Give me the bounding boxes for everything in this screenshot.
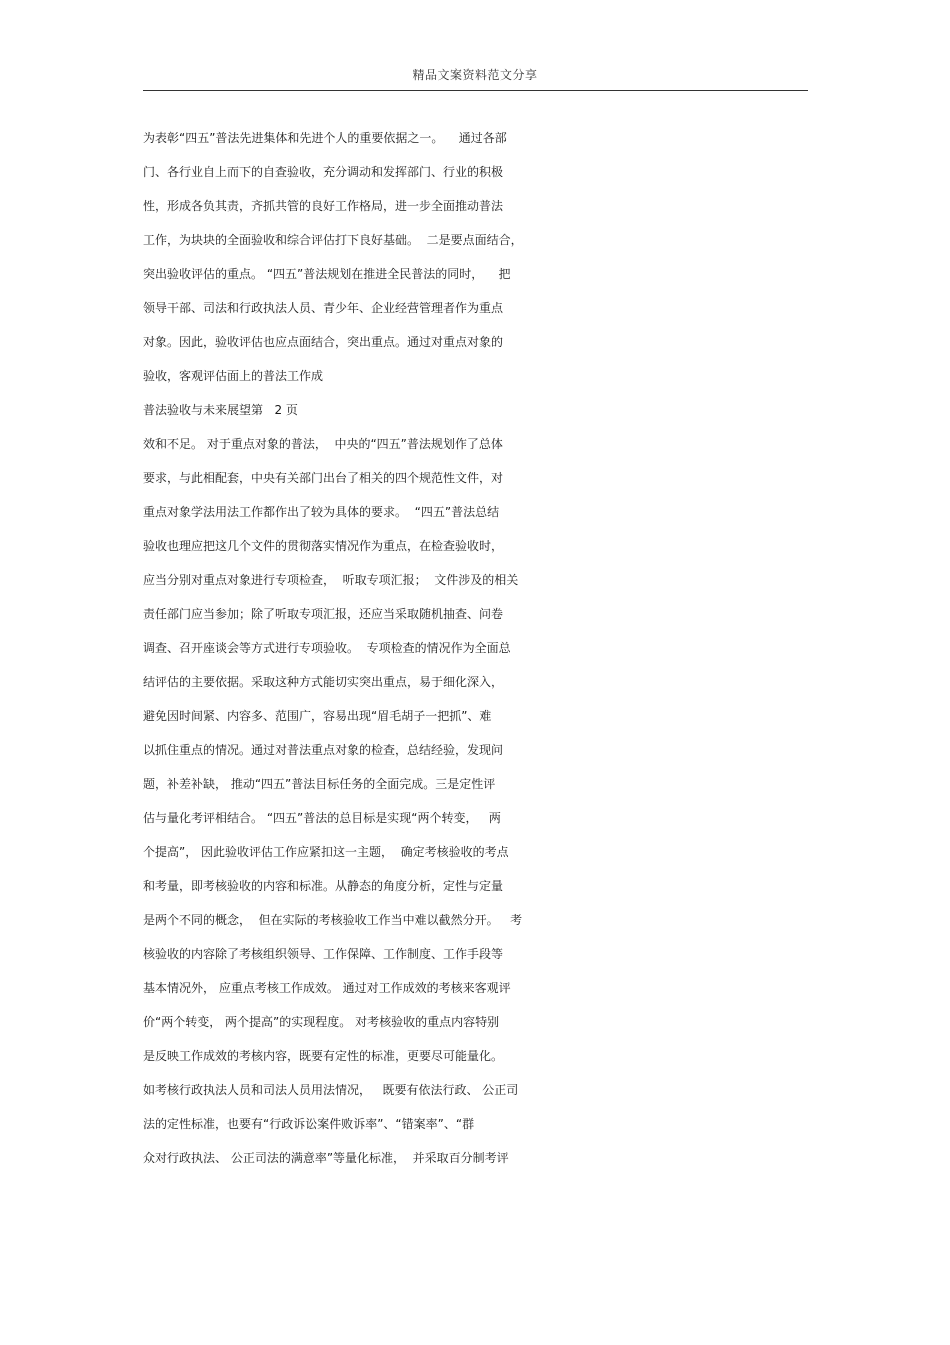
text-line: 估与量化考评相结合。 “四五”普法的总目标是实现“两个转变， 两 xyxy=(143,811,501,825)
text-line: 调查、召开座谈会等方式进行专项验收。 专项检查的情况作为全面总 xyxy=(143,641,511,655)
document-body xyxy=(143,121,808,1175)
text-line: 应当分别对重点对象进行专项检查， 听取专项汇报； 文件涉及的相关 xyxy=(143,573,519,587)
text-line: 对象。因此，验收评估也应点面结合，突出重点。通过对重点对象的 xyxy=(143,335,504,349)
text-line: 责任部门应当参加；除了听取专项汇报，还应当采取随机抽查、问卷 xyxy=(143,607,504,621)
text-line: 门、各行业自上而下的自查验收，充分调动和发挥部门、行业的积极 xyxy=(143,165,504,179)
text-line: 核验收的内容除了考核组织领导、工作保障、工作制度、工作手段等 xyxy=(143,947,504,961)
text-line: 普法验收与未来展望第 2 页 xyxy=(143,403,298,417)
text-line: 如考核行政执法人员和司法人员用法情况， 既要有依法行政、 公正司 xyxy=(143,1083,519,1097)
text-line: 基本情况外， 应重点考核工作成效。 通过对工作成效的考核来客观评 xyxy=(143,981,511,995)
text-line: 验收也理应把这几个文件的贯彻落实情况作为重点，在检查验收时， xyxy=(143,539,504,553)
text-line: 要求，与此相配套，中央有关部门出台了相关的四个规范性文件，对 xyxy=(143,471,504,485)
text-line: 工作，为块块的全面验收和综合评估打下良好基础。 二是要点面结合， xyxy=(143,233,523,247)
text-line: 领导干部、司法和行政执法人员、青少年、企业经营管理者作为重点 xyxy=(143,301,504,315)
text-line: 法的定性标准，也要有“行政诉讼案件败诉率”、“错案率”、“群 xyxy=(143,1117,475,1131)
text-line: 价“两个转变， 两个提高”的实现程度。 对考核验收的重点内容特别 xyxy=(143,1015,500,1029)
text-line: 突出验收评估的重点。 “四五”普法规划在推进全民普法的同时， 把 xyxy=(143,267,511,281)
text-line: 个提高”， 因此验收评估工作应紧扣这一主题， 确定考核验收的考点 xyxy=(143,845,509,859)
text-line: 性，形成各负其责，齐抓共管的良好工作格局，进一步全面推动普法 xyxy=(143,199,504,213)
text-line: 题，补差补缺， 推动“四五”普法目标任务的全面完成。三是定性评 xyxy=(143,777,496,791)
text-line: 是反映工作成效的考核内容，既要有定性的标准，更要尽可能量化。 xyxy=(143,1049,504,1063)
text-line: 效和不足。 对于重点对象的普法， 中央的“四五”普法规划作了总体 xyxy=(143,437,503,451)
text-line: 结评估的主要依据。采取这种方式能切实突出重点，易于细化深入， xyxy=(143,675,504,689)
text-line: 为表彰“四五”普法先进集体和先进个人的重要依据之一。 通过各部 xyxy=(143,131,507,145)
header-divider xyxy=(143,90,808,91)
page-header-title: 精品文案资料范文分享 xyxy=(412,68,538,82)
text-line: 重点对象学法用法工作都作出了较为具体的要求。 “四五”普法总结 xyxy=(143,505,500,519)
text-line: 和考量，即考核验收的内容和标准。从静态的角度分析，定性与定量 xyxy=(143,879,504,893)
text-line: 验收，客观评估面上的普法工作成 xyxy=(143,369,324,383)
text-line: 以抓住重点的情况。通过对普法重点对象的检查，总结经验，发现问 xyxy=(143,743,504,757)
text-line: 众对行政执法、 公正司法的满意率”等量化标准， 并采取百分制考评 xyxy=(143,1151,509,1165)
text-line: 避免因时间紧、内容多、范围广，容易出现“眉毛胡子一把抓”、难 xyxy=(143,709,492,723)
text-line: 是两个不同的概念， 但在实际的考核验收工作当中难以截然分开。 考 xyxy=(143,913,523,927)
